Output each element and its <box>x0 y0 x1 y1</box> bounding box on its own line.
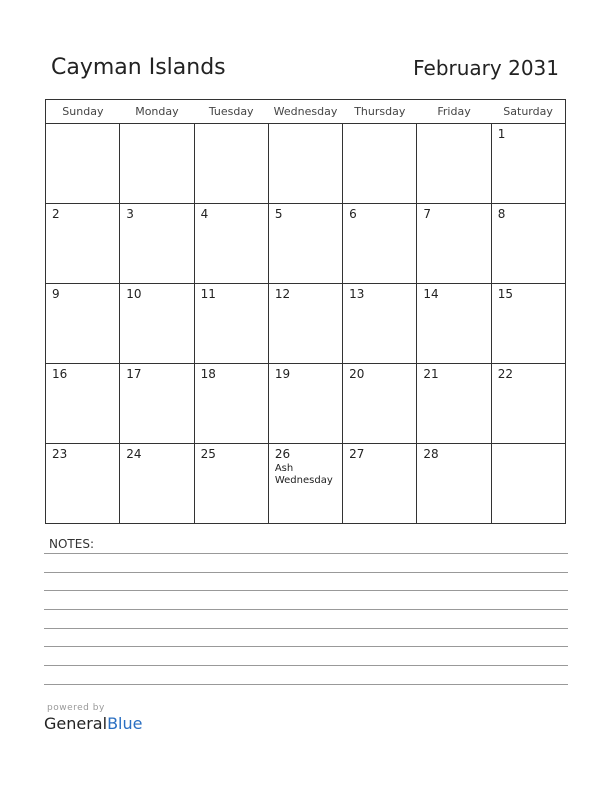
brand-name-part2: Blue <box>107 714 143 733</box>
day-cell <box>120 204 194 284</box>
day-cell <box>46 284 120 364</box>
day-cell <box>120 284 194 364</box>
note-line <box>44 684 568 685</box>
note-line <box>44 609 568 610</box>
day-cell <box>417 444 491 524</box>
note-line <box>44 628 568 629</box>
day-number: 26 <box>274 447 291 461</box>
day-number: 21 <box>423 367 439 381</box>
day-cell <box>194 444 268 524</box>
day-cell <box>120 364 194 444</box>
day-number: 23 <box>52 447 68 461</box>
day-number: 9 <box>52 287 60 301</box>
week-row <box>46 364 566 444</box>
note-line <box>44 665 568 666</box>
day-cell <box>343 364 417 444</box>
day-number: 18 <box>200 367 216 381</box>
weekday-header: Thursday <box>343 100 417 124</box>
day-cell <box>268 364 342 444</box>
day-number: 19 <box>274 367 291 381</box>
day-cell <box>417 124 491 204</box>
week-row <box>46 204 566 284</box>
day-cell <box>268 284 342 364</box>
day-cell <box>120 124 194 204</box>
day-number: 10 <box>126 287 142 301</box>
day-number: 6 <box>349 207 357 221</box>
day-number: 17 <box>126 367 142 381</box>
day-cell <box>343 124 417 204</box>
note-line <box>44 646 568 647</box>
day-cell <box>268 124 342 204</box>
day-cell <box>268 444 342 524</box>
day-number: 16 <box>52 367 68 381</box>
note-line <box>44 572 568 573</box>
notes-label: NOTES: <box>49 537 94 551</box>
day-cell <box>268 204 342 284</box>
day-cell <box>343 444 417 524</box>
day-number: 11 <box>200 287 216 301</box>
day-number: 5 <box>274 207 283 221</box>
day-cell <box>194 124 268 204</box>
day-cell <box>491 444 565 524</box>
day-cell <box>194 364 268 444</box>
note-line <box>44 553 568 554</box>
weekday-header: Tuesday <box>194 100 268 124</box>
week-row <box>46 284 566 364</box>
powered-by-text: powered by <box>47 703 105 713</box>
day-number: 24 <box>126 447 142 461</box>
day-cell <box>491 364 565 444</box>
calendar-country-title: Cayman Islands <box>51 55 226 80</box>
day-cell <box>491 204 565 284</box>
day-number: 22 <box>497 367 513 381</box>
calendar-grid <box>45 99 566 524</box>
day-cell <box>120 444 194 524</box>
day-cell <box>417 364 491 444</box>
day-cell <box>343 204 417 284</box>
week-row <box>46 124 566 204</box>
day-cell <box>417 284 491 364</box>
calendar-month-title: February 2031 <box>413 56 559 80</box>
day-number: 15 <box>497 287 513 301</box>
weekday-header: Monday <box>120 100 194 124</box>
brand-name <box>44 714 142 733</box>
day-number: 4 <box>200 207 209 221</box>
day-number: 7 <box>423 207 432 221</box>
day-number: 8 <box>497 207 506 221</box>
generalblue-logo <box>44 703 142 733</box>
holiday-label: Ash Wednesday <box>274 463 333 486</box>
day-number: 12 <box>274 287 291 301</box>
day-cell <box>46 204 120 284</box>
day-cell <box>417 204 491 284</box>
weekday-header: Friday <box>417 100 491 124</box>
weekday-header-row <box>46 100 566 124</box>
day-number: 14 <box>423 287 439 301</box>
note-line <box>44 590 568 591</box>
day-number: 28 <box>423 447 439 461</box>
day-cell <box>343 284 417 364</box>
day-number: 13 <box>349 287 365 301</box>
day-cell <box>194 284 268 364</box>
day-number: 1 <box>497 127 506 141</box>
weekday-header: Sunday <box>46 100 120 124</box>
day-number: 20 <box>349 367 365 381</box>
weekday-header: Saturday <box>491 100 565 124</box>
day-number: 27 <box>349 447 365 461</box>
day-number: 25 <box>200 447 216 461</box>
week-row <box>46 444 566 524</box>
brand-name-part1: General <box>44 714 108 733</box>
day-cell <box>491 284 565 364</box>
day-number: 3 <box>126 207 134 221</box>
weekday-header: Wednesday <box>268 100 342 124</box>
day-number: 2 <box>52 207 60 221</box>
day-cell <box>46 364 120 444</box>
day-cell <box>194 204 268 284</box>
day-cell <box>491 124 565 204</box>
day-cell <box>46 444 120 524</box>
day-cell <box>46 124 120 204</box>
